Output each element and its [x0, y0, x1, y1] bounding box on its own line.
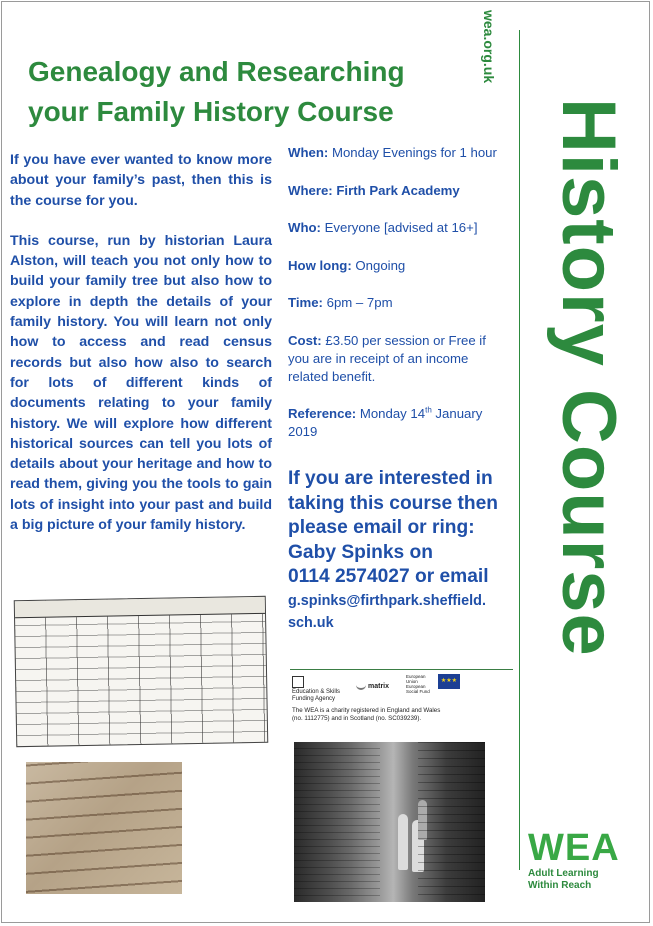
- wea-mark: WEA: [528, 827, 620, 869]
- cta-line-3: please email or ring:: [288, 517, 475, 539]
- detail-label: When:: [288, 145, 329, 160]
- handwritten-document-image: [26, 762, 182, 894]
- vertical-divider: [519, 30, 520, 870]
- course-description: [10, 150, 272, 555]
- esfa-logo: [292, 674, 350, 703]
- eu-line-2: European: [406, 684, 426, 689]
- wea-logo: [528, 828, 638, 898]
- vertical-title: [538, 98, 638, 657]
- detail-cost: [288, 332, 510, 386]
- crest-icon: [292, 676, 304, 688]
- website-url-text[interactable]: wea.org.uk: [481, 10, 497, 84]
- detail-value: £3.50 per session or Free if you are in receipt of an income related benefit.: [288, 332, 486, 384]
- contact-email-line-2[interactable]: sch.uk: [288, 614, 334, 631]
- detail-label: Who:: [288, 220, 321, 235]
- detail-where: [288, 182, 510, 200]
- census-header: [15, 597, 265, 618]
- detail-value: Monday Evenings for 1 hour: [331, 145, 497, 160]
- title-line-2: your Family History Course: [28, 96, 394, 127]
- matrix-logo: [356, 674, 400, 690]
- intro-paragraph-2: This course, run by historian Laura Alston, will teach you not only how to build your family tree but also how to explore in depth the details of your family history. You will learn not only how to access and read census records but also how also to search for lots of different kinds of documents relating to your family history. We will explore how different historical sources can tell you lots of details about your heritage and how to read them, giving you the tools to gain lots of insight into your past and build a big picture of your family history.: [10, 232, 272, 534]
- funder-logos: [292, 674, 512, 704]
- tagline-line-2: Within Reach: [528, 880, 592, 891]
- website-url[interactable]: [481, 10, 511, 90]
- title-line-1: Genealogy and Researching: [28, 56, 405, 87]
- course-details: [288, 144, 510, 461]
- figure-child: [412, 820, 424, 872]
- census-record-image: [14, 596, 269, 747]
- eu-flag-icon: ★★★: [438, 674, 460, 689]
- charity-line-1: The WEA is a charity registered in England and Wales: [292, 707, 441, 714]
- reference-date: Monday 14: [359, 406, 426, 421]
- reference-month-year: January 2019: [288, 406, 483, 439]
- horizontal-divider: [290, 669, 513, 670]
- detail-who: [288, 219, 510, 237]
- figure-child: [398, 814, 408, 870]
- matrix-label: matrix: [368, 682, 390, 690]
- detail-label: Where: Firth Park Academy: [288, 182, 460, 198]
- charity-notice: [292, 707, 510, 723]
- intro-paragraph-1: If you have ever wanted to know more about your family’s past, then this is the course for you.: [10, 152, 272, 209]
- detail-label: Time:: [288, 295, 323, 310]
- esf-logo: [406, 674, 460, 694]
- detail-label: How long:: [288, 257, 352, 273]
- contact-call-to-action: [288, 467, 518, 634]
- eu-line-1: European Union: [406, 674, 426, 684]
- reference-date-suffix: th: [425, 405, 432, 415]
- esfa-line-1: Education & Skills: [292, 689, 341, 695]
- vertical-title-text: History Course: [546, 98, 631, 657]
- contact-email-line-1[interactable]: g.spinks@firthpark.sheffield.: [288, 592, 486, 609]
- detail-time: [288, 294, 510, 312]
- detail-label: Reference:: [288, 406, 357, 421]
- detail-when: [288, 144, 510, 162]
- cta-line-2: taking this course then: [288, 492, 499, 514]
- cta-line-1: If you are interested in: [288, 468, 493, 489]
- historic-street-photo: [294, 742, 485, 902]
- figure-child: [418, 800, 427, 840]
- page-title: [28, 52, 468, 132]
- eu-line-3: Social Fund: [406, 689, 430, 694]
- contact-name: Gaby Spinks on: [288, 541, 434, 563]
- contact-phone[interactable]: 0114 2574027 or email: [288, 566, 489, 588]
- charity-line-2: (no. 1112775) and in Scotland (no. SC039239).: [292, 715, 422, 722]
- detail-label: Cost:: [288, 332, 322, 348]
- detail-value: Everyone [advised at 16+]: [324, 220, 478, 235]
- eu-text: [406, 674, 436, 694]
- wea-tagline: [528, 868, 638, 892]
- detail-how-long: [288, 257, 510, 275]
- tagline-line-1: Adult Learning: [528, 868, 599, 879]
- detail-reference: [288, 405, 510, 441]
- esfa-line-2: Funding Agency: [292, 696, 336, 702]
- detail-value: 6pm – 7pm: [326, 295, 393, 310]
- detail-value: Ongoing: [355, 257, 406, 273]
- swoosh-icon: [356, 682, 366, 690]
